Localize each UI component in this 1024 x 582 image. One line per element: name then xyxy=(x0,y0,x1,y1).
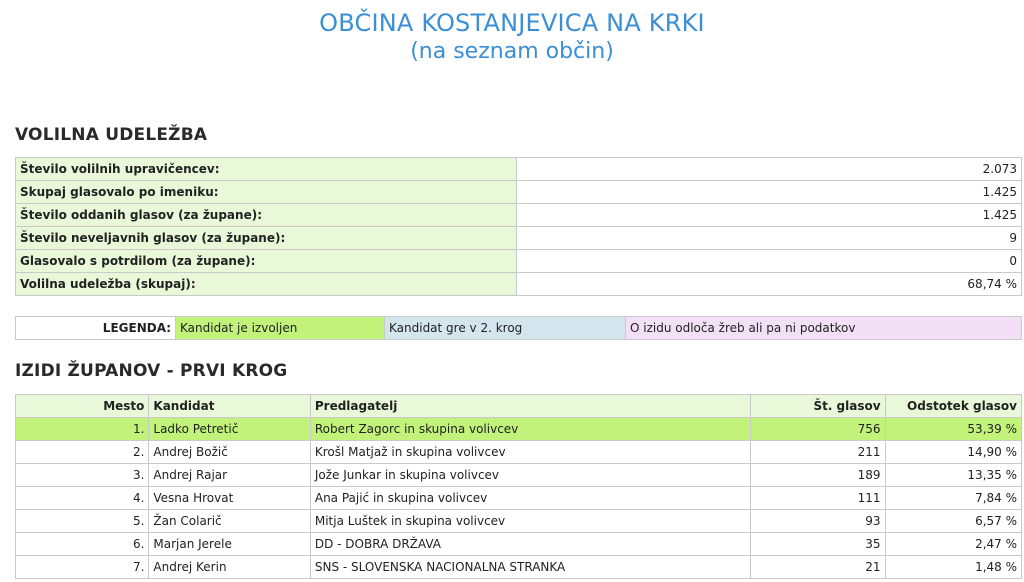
turnout-label: Skupaj glasovalo po imeniku: xyxy=(16,181,517,204)
cell-mesto: 1. xyxy=(16,418,149,441)
table-row xyxy=(16,418,1022,441)
legend-row xyxy=(16,317,1022,340)
table-row xyxy=(16,556,1022,579)
cell-kandidat: Andrej Kerin xyxy=(149,556,310,579)
legend-elected: Kandidat je izvoljen xyxy=(176,317,385,340)
turnout-value: 2.073 xyxy=(517,158,1022,181)
column-header-odstotek: Odstotek glasov xyxy=(885,395,1021,418)
cell-mesto: 7. xyxy=(16,556,149,579)
column-header-mesto: Mesto xyxy=(16,395,149,418)
cell-mesto: 5. xyxy=(16,510,149,533)
column-header-glasovi: Št. glasov xyxy=(751,395,885,418)
cell-glasovi: 93 xyxy=(751,510,885,533)
turnout-label: Volilna udeležba (skupaj): xyxy=(16,273,517,296)
cell-kandidat: Vesna Hrovat xyxy=(149,487,310,510)
turnout-row xyxy=(16,158,1022,181)
table-row xyxy=(16,464,1022,487)
cell-glasovi: 189 xyxy=(751,464,885,487)
cell-odstotek: 6,57 % xyxy=(885,510,1021,533)
turnout-row xyxy=(16,227,1022,250)
cell-glasovi: 21 xyxy=(751,556,885,579)
turnout-row xyxy=(16,250,1022,273)
cell-kandidat: Andrej Božič xyxy=(149,441,310,464)
turnout-table xyxy=(15,157,1022,296)
turnout-value: 68,74 % xyxy=(517,273,1022,296)
cell-predlagatelj: Mitja Luštek in skupina volivcev xyxy=(310,510,750,533)
legend-label: LEGENDA: xyxy=(16,317,176,340)
cell-odstotek: 13,35 % xyxy=(885,464,1021,487)
cell-odstotek: 53,39 % xyxy=(885,418,1021,441)
turnout-value: 9 xyxy=(517,227,1022,250)
cell-glasovi: 756 xyxy=(751,418,885,441)
table-row xyxy=(16,441,1022,464)
table-row xyxy=(16,510,1022,533)
cell-kandidat: Ladko Petretič xyxy=(149,418,310,441)
cell-glasovi: 35 xyxy=(751,533,885,556)
cell-mesto: 4. xyxy=(16,487,149,510)
cell-odstotek: 14,90 % xyxy=(885,441,1021,464)
legend-lot-or-no-data: O izidu odloča žreb ali pa ni podatkov xyxy=(626,317,1022,340)
cell-kandidat: Žan Colarič xyxy=(149,510,310,533)
turnout-row xyxy=(16,181,1022,204)
cell-odstotek: 2,47 % xyxy=(885,533,1021,556)
cell-predlagatelj: Krošl Matjaž in skupina volivcev xyxy=(310,441,750,464)
legend-table xyxy=(15,316,1022,340)
legend-second-round: Kandidat gre v 2. krog xyxy=(385,317,626,340)
turnout-row xyxy=(16,273,1022,296)
cell-glasovi: 211 xyxy=(751,441,885,464)
column-header-kandidat: Kandidat xyxy=(149,395,310,418)
cell-predlagatelj: Robert Zagorc in skupina volivcev xyxy=(310,418,750,441)
turnout-label: Število neveljavnih glasov (za župane): xyxy=(16,227,517,250)
turnout-heading: VOLILNA UDELEŽBA xyxy=(15,125,208,145)
cell-odstotek: 1,48 % xyxy=(885,556,1021,579)
turnout-value: 1.425 xyxy=(517,204,1022,227)
table-row xyxy=(16,533,1022,556)
turnout-row xyxy=(16,204,1022,227)
cell-predlagatelj: Jože Junkar in skupina volivcev xyxy=(310,464,750,487)
cell-predlagatelj: DD - DOBRA DRŽAVA xyxy=(310,533,750,556)
cell-odstotek: 7,84 % xyxy=(885,487,1021,510)
turnout-label: Glasovalo s potrdilom (za župane): xyxy=(16,250,517,273)
turnout-label: Število volilnih upravičencev: xyxy=(16,158,517,181)
results-table xyxy=(15,394,1022,579)
cell-glasovi: 111 xyxy=(751,487,885,510)
results-header-row xyxy=(16,395,1022,418)
table-row xyxy=(16,487,1022,510)
cell-mesto: 6. xyxy=(16,533,149,556)
cell-mesto: 2. xyxy=(16,441,149,464)
column-header-predlagatelj: Predlagatelj xyxy=(310,395,750,418)
turnout-value: 0 xyxy=(517,250,1022,273)
cell-predlagatelj: Ana Pajić in skupina volivcev xyxy=(310,487,750,510)
turnout-label: Število oddanih glasov (za župane): xyxy=(16,204,517,227)
page-title: OBČINA KOSTANJEVICA NA KRKI xyxy=(319,9,705,37)
municipality-list-link[interactable]: (na seznam občin) xyxy=(410,39,614,64)
cell-mesto: 3. xyxy=(16,464,149,487)
cell-kandidat: Andrej Rajar xyxy=(149,464,310,487)
page-header xyxy=(0,0,1024,66)
results-heading: IZIDI ŽUPANOV - PRVI KROG xyxy=(15,361,288,381)
municipality-list-link-wrapper xyxy=(0,38,1024,66)
cell-predlagatelj: SNS - SLOVENSKA NACIONALNA STRANKA xyxy=(310,556,750,579)
turnout-value: 1.425 xyxy=(517,181,1022,204)
cell-kandidat: Marjan Jerele xyxy=(149,533,310,556)
